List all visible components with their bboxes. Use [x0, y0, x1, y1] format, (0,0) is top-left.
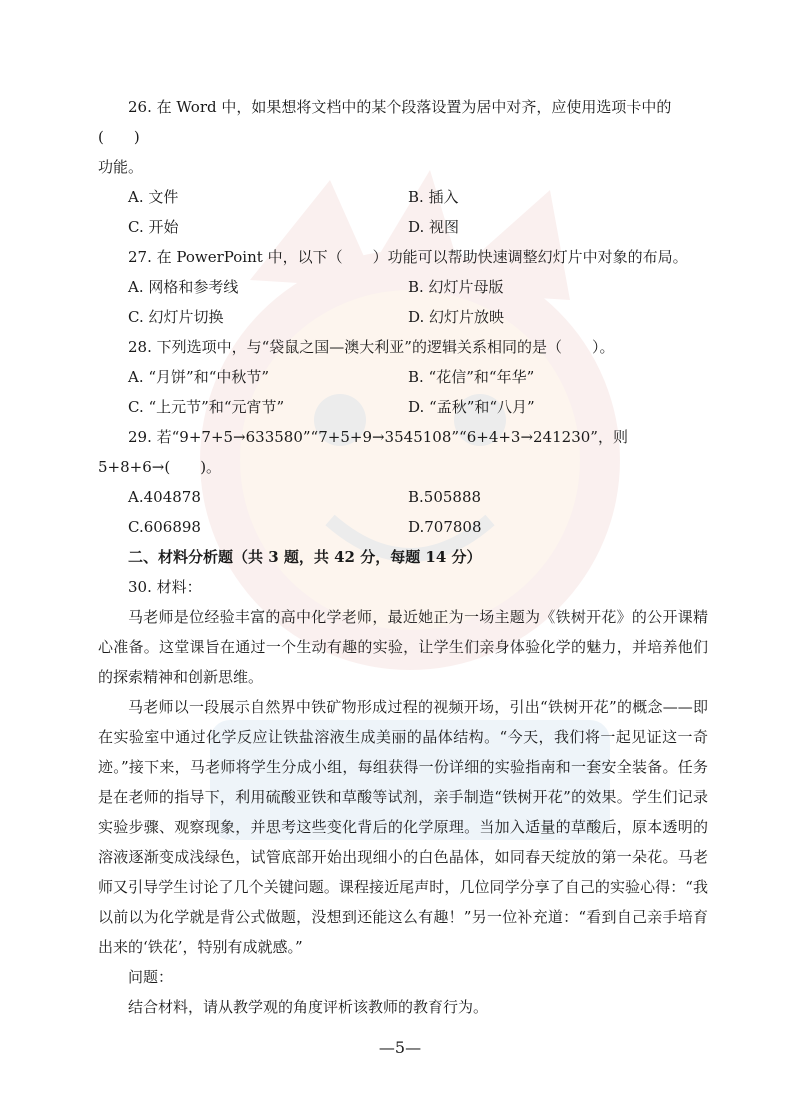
option-28-a: A. “月饼”和“中秋节” [128, 368, 270, 386]
option-28-d: D. “孟秋”和“八月” [408, 398, 535, 416]
options-row [98, 212, 708, 242]
question-28: 28. 下列选项中，与“袋鼠之国—澳大利亚”的逻辑关系相同的是（ ）。 [128, 338, 615, 356]
option-26-d: D. 视图 [408, 218, 460, 236]
option-27-b: B. 幻灯片母版 [408, 278, 504, 296]
options-row [98, 302, 708, 332]
option-29-d: D.707808 [408, 518, 482, 536]
option-29-b: B.505888 [408, 488, 482, 506]
option-29-a: A.404878 [128, 488, 201, 506]
option-26-c: C. 开始 [128, 218, 179, 236]
question-30-label: 30. 材料： [128, 578, 202, 596]
page-number: —5— [378, 1038, 422, 1057]
options-row [98, 182, 708, 212]
options-row [98, 482, 708, 512]
option-27-c: C. 幻灯片切换 [128, 308, 224, 326]
option-27-d: D. 幻灯片放映 [408, 308, 505, 326]
exam-content [98, 92, 708, 1022]
options-row [98, 512, 708, 542]
option-26-b: B. 插入 [408, 188, 459, 206]
options-row [98, 392, 708, 422]
options-row [98, 362, 708, 392]
question-prompt: 结合材料，请从教学观的角度评析该教师的教育行为。 [128, 998, 489, 1016]
question-29: 29. 若“9+7+5→633580”“7+5+9→3545108”“6+4+3→241230”，则 5+8+6→( )。 [98, 428, 628, 476]
option-27-a: A. 网格和参考线 [128, 278, 239, 296]
material-paragraph-2: 马老师以一段展示自然界中铁矿物形成过程的视频开场，引出“铁树开花”的概念——即在实验室中通过化学反应让铁盐溶液生成美丽的晶体结构。“今天，我们将一起见证这一奇迹。”接下来，马老师将学生分成小组，每组获得一份详细的实验指南和一套安全装备。任务是在老师的指导下，利用硫酸亚铁和草酸等试剂，亲手制造“铁树开花”的效果。学生们记录实验步骤、观察现象，并思考这些变化背后的化学原理。当加入适量的草酸后，原本透明的溶液逐渐变成浅绿色，试管底部开始出现细小的白色晶体，如同春天绽放的第一朵花。马老师又引导学生讨论了几个关键问题。课程接近尾声时，几位同学分享了自己的实验心得：“我以前以为化学就是背公式做题，没想到还能这么有趣！”另一位补充道：“看到自己亲手培育出来的‘铁花’，特别有成就感。” [98, 698, 708, 956]
question-26: 26. 在 Word 中，如果想将文档中的某个段落设置为居中对齐，应使用选项卡中的( ) [98, 98, 672, 146]
question-label: 问题： [128, 968, 174, 986]
option-28-c: C. “上元节”和“元宵节” [128, 398, 285, 416]
option-28-b: B. “花信”和“年华” [408, 368, 535, 386]
option-29-c: C.606898 [128, 518, 201, 536]
section-heading: 二、材料分析题（共 3 题，共 42 分，每题 14 分） [128, 548, 482, 566]
option-26-a: A. 文件 [128, 188, 179, 206]
question-27: 27. 在 PowerPoint 中，以下（ ）功能可以帮助快速调整幻灯片中对象的布局。 [128, 248, 688, 266]
material-paragraph-1: 马老师是位经验丰富的高中化学老师，最近她正为一场主题为《铁树开花》的公开课精心准备。这堂课旨在通过一个生动有趣的实验，让学生们亲身体验化学的魅力，并培养他们的探索精神和创新思维。 [98, 608, 708, 686]
options-row [98, 272, 708, 302]
question-26-continuation: 功能。 [98, 158, 144, 176]
